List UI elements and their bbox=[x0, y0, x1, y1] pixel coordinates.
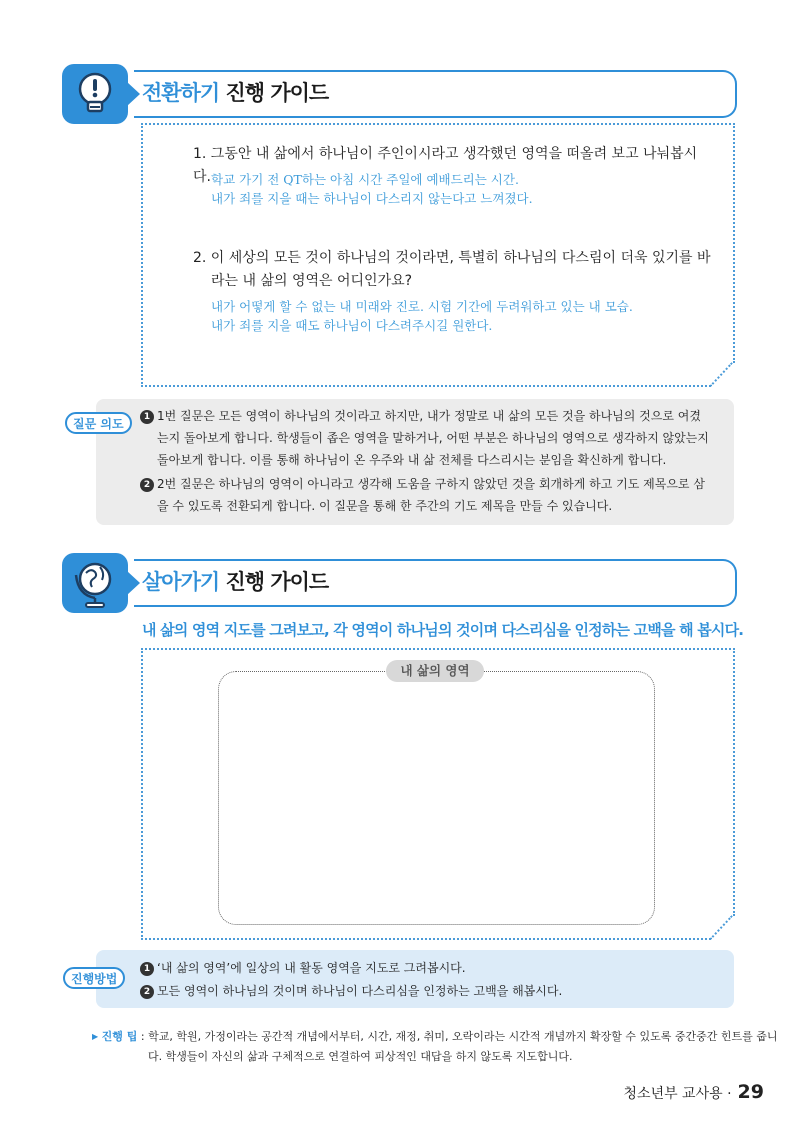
intent-item-2-line-2: 을 수 있도록 전환되게 합니다. 이 질문을 통해 한 주간의 기도 제목을 만들 수 있습니다. bbox=[157, 499, 613, 513]
section1-title bbox=[142, 77, 328, 107]
number-1-badge: 1 bbox=[140, 962, 154, 976]
method-label: 진행방법 bbox=[63, 967, 125, 989]
tip-line-1: ▶ 진행 팁 : 학교, 학원, 가정이라는 공간적 개념에서부터, 시간, 재정, 취미, 오락이라는 시간적 개념까지 확장할 수 있도록 중간중간 힌트를 줍니 bbox=[92, 1030, 778, 1043]
answer-2-line-1: 내가 어떻게 할 수 없는 내 미래와 진로. 시험 기간에 두려워하고 있는 내 모습. bbox=[211, 299, 633, 314]
intent-item-1-line-3: 돌아보게 합니다. 이를 통해 하나님이 온 우주와 내 삶 전체를 다스리시는 분임을 확신하게 합니다. bbox=[157, 453, 667, 467]
section1-title-rest: 진행 가이드 bbox=[219, 81, 329, 105]
section2-title-accent: 살아가기 bbox=[142, 570, 220, 594]
tip-label: 진행 팁 bbox=[101, 1030, 138, 1043]
section1-icon-tab bbox=[62, 64, 128, 124]
number-2-badge: 2 bbox=[140, 478, 154, 492]
section1-box-right-edge bbox=[733, 123, 735, 363]
section2-box-right-edge bbox=[733, 648, 735, 916]
triangle-bullet-icon: ▶ bbox=[92, 1032, 99, 1041]
section1-box-bottom-edge bbox=[141, 385, 711, 387]
section2-title bbox=[142, 566, 328, 596]
section2-subtitle: 내 삶의 영역 지도를 그려보고, 각 영역이 하나님의 것이며 다스리심을 인정하는 고백을 해 봅시다. bbox=[142, 621, 744, 639]
answer-1-line-1: 학교 가기 전 QT하는 아침 시간 주일에 예배드리는 시간. bbox=[211, 172, 519, 187]
lightbulb-icon bbox=[62, 64, 128, 124]
section2-icon-tab bbox=[62, 553, 128, 613]
answer-2-line-2: 내가 죄를 지을 때도 하나님이 다스려주시길 원한다. bbox=[211, 318, 493, 333]
question-2-line-2: 라는 내 삶의 영역은 어디인가요? bbox=[211, 273, 413, 289]
section2-header bbox=[62, 553, 737, 613]
map-label: 내 삶의 영역 bbox=[386, 660, 484, 682]
intent-item-1-line-2: 는지 돌아보게 합니다. 학생들이 좁은 영역을 말하거나, 어떤 부분은 하나님의 영역으로 생각하지 않았는지 bbox=[157, 431, 709, 445]
intent-label: 질문 의도 bbox=[65, 412, 132, 434]
footer-label: 청소년부 교사용 · bbox=[623, 1086, 732, 1102]
intent-item-2-line-1: 2 2번 질문은 하나님의 영역이 아니라고 생각해 도움을 구하지 않았던 것을 회개하게 하고 기도 제목으로 삼 bbox=[140, 473, 705, 495]
intent-item-1-line-1: 1 1번 질문은 모든 영역이 하나님의 것이라고 하지만, 내가 정말로 내 삶의 모든 것을 하나님의 것으로 여겼 bbox=[140, 405, 701, 427]
method-item-1: 1 ‘내 삶의 영역’에 일상의 내 활동 영역을 지도로 그려봅시다. bbox=[140, 957, 466, 979]
number-2-badge: 2 bbox=[140, 985, 154, 999]
globe-icon bbox=[62, 553, 128, 613]
method-item-2: 2 모든 영역이 하나님의 것이며 하나님이 다스리심을 인정하는 고백을 해봅시다. bbox=[140, 980, 562, 1002]
question-1: 1. 그동안 내 삶에서 하나님이 주인이시라고 생각했던 영역을 떠올려 보고 나눠봅시다. bbox=[193, 146, 698, 185]
answer-1-line-2: 내가 죄를 지을 때는 하나님이 다스리지 않는다고 느껴졌다. bbox=[211, 191, 533, 206]
section2-title-rest: 진행 가이드 bbox=[219, 570, 329, 594]
number-1-badge: 1 bbox=[140, 410, 154, 424]
section1-header bbox=[62, 64, 737, 124]
section1-title-accent: 전환하기 bbox=[142, 81, 220, 105]
section2-box-bottom-edge bbox=[141, 938, 711, 940]
page-number: 29 bbox=[737, 1081, 764, 1103]
page-footer bbox=[624, 1081, 764, 1103]
question-2-line-1: 2. 이 세상의 모든 것이 하나님의 것이라면, 특별히 하나님의 다스림이 더욱 있기를 바 bbox=[193, 250, 711, 266]
life-area-map[interactable] bbox=[218, 671, 655, 925]
tip-line-2: 다. 학생들이 자신의 삶과 구체적으로 연결하여 피상적인 대답을 하지 않도록 지도합니다. bbox=[148, 1050, 573, 1063]
